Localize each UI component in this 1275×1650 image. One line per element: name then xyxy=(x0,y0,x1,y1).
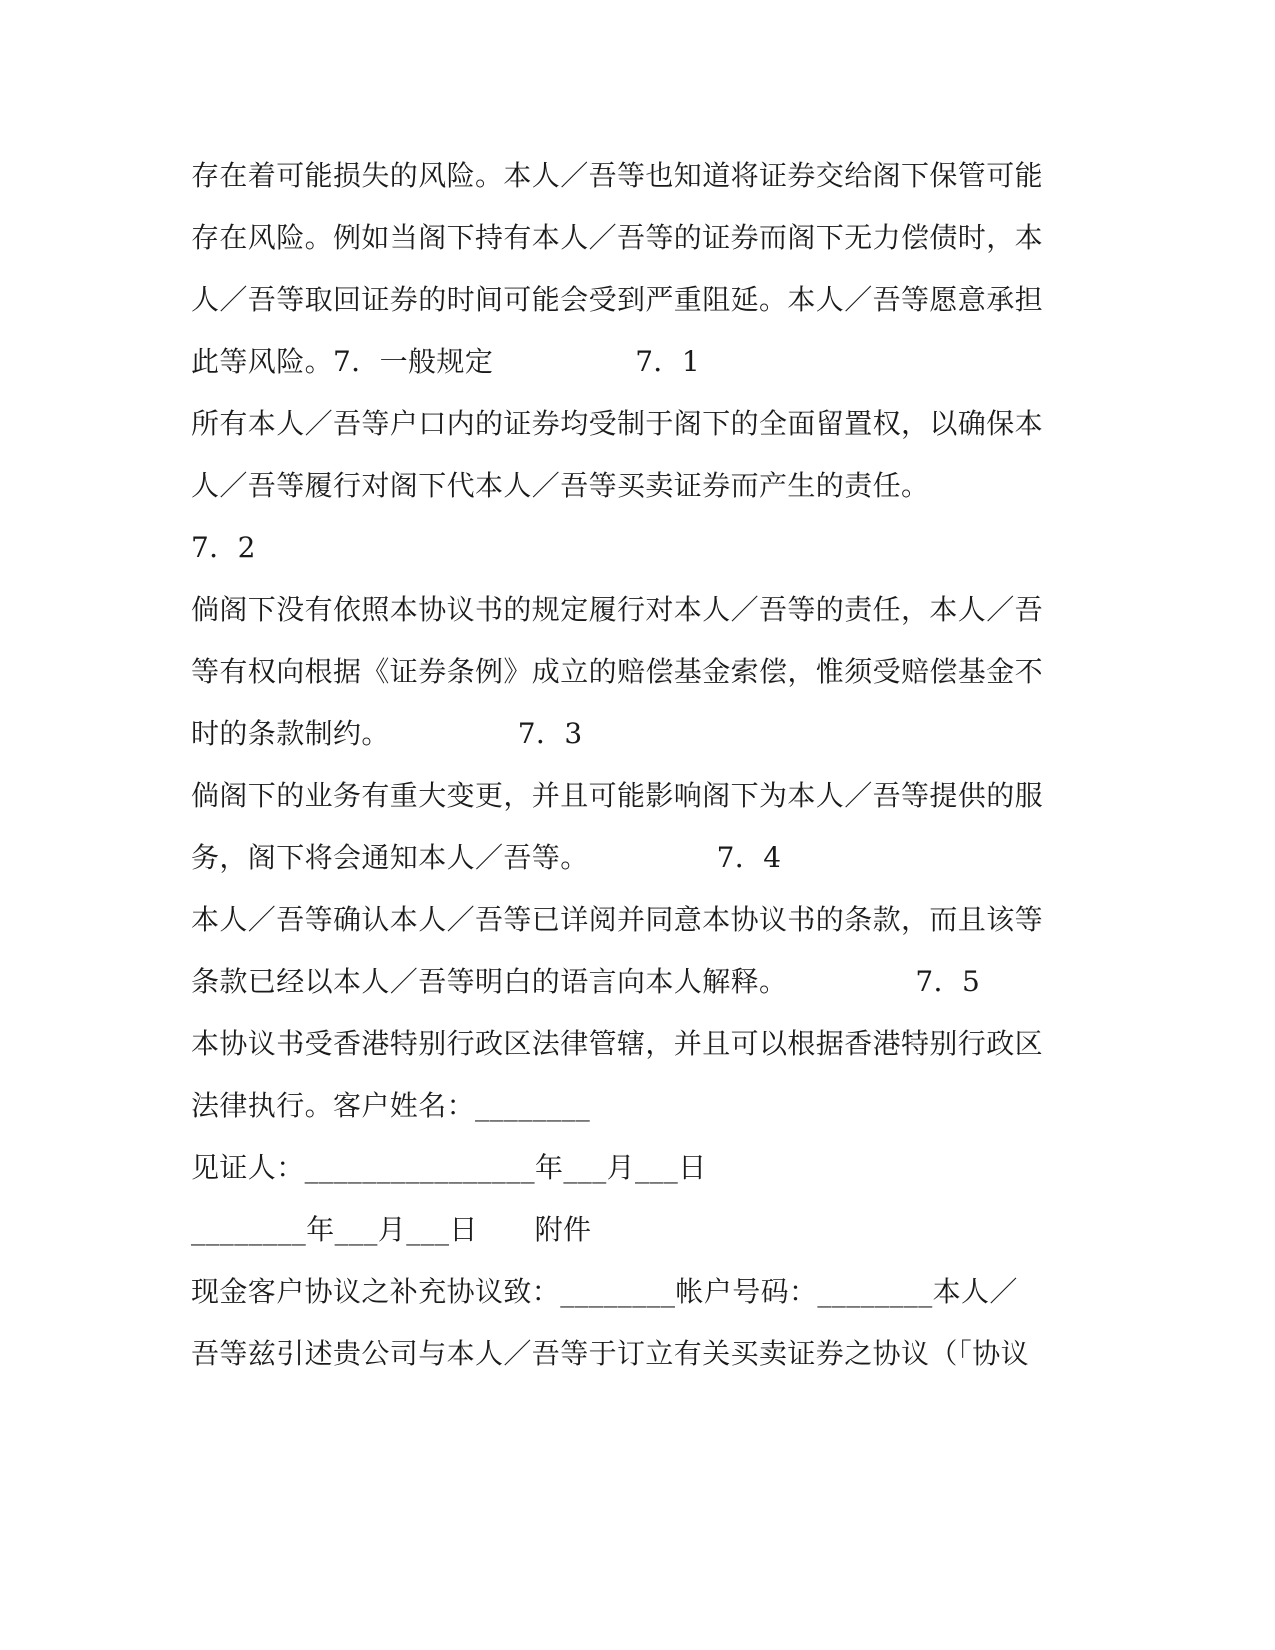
text-line: 人／吾等履行对阁下代本人／吾等买卖证券而产生的责任。 xyxy=(191,469,930,502)
text-line: 时的条款制约。 7．3 xyxy=(191,717,583,750)
text-line: 现金客户协议之补充协议致：________帐户号码：________本人／ xyxy=(191,1275,1018,1308)
text-line: 倘阁下的业务有重大变更，并且可能影响阁下为本人／吾等提供的服 xyxy=(191,779,1044,812)
customer-name-line: 法律执行。客户姓名：________ xyxy=(191,1089,591,1122)
text-line: 人／吾等取回证券的时间可能会受到严重阻延。本人／吾等愿意承担 xyxy=(191,283,1044,316)
text-line: 等有权向根据《证券条例》成立的赔偿基金索偿，惟须受赔偿基金不 xyxy=(191,655,1044,688)
text-line: 吾等兹引述贵公司与本人／吾等于订立有关买卖证券之协议（「协议 xyxy=(191,1337,1030,1370)
text-line: 务，阁下将会通知本人／吾等。 7．4 xyxy=(191,841,782,874)
text-line: 此等风险。7．一般规定 7．1 xyxy=(191,345,701,378)
text-line: 本协议书受香港特别行政区法律管辖，并且可以根据香港特别行政区 xyxy=(191,1027,1044,1060)
section-number: 7．2 xyxy=(191,531,256,564)
text-line: 存在着可能损失的风险。本人／吾等也知道将证券交给阁下保管可能 xyxy=(191,159,1044,192)
text-line: 倘阁下没有依照本协议书的规定履行对本人／吾等的责任，本人／吾 xyxy=(191,593,1044,626)
date-annex-line: ________年___月___日 附件 xyxy=(191,1213,592,1246)
text-line: 所有本人／吾等户口内的证券均受制于阁下的全面留置权，以确保本 xyxy=(191,407,1044,440)
text-line: 条款已经以本人／吾等明白的语言向本人解释。 7．5 xyxy=(191,965,981,998)
text-line: 本人／吾等确认本人／吾等已详阅并同意本协议书的条款，而且该等 xyxy=(191,903,1044,936)
witness-line: 见证人：________________年___月___日 xyxy=(191,1151,707,1184)
text-line: 存在风险。例如当阁下持有本人／吾等的证券而阁下无力偿债时，本 xyxy=(191,221,1044,254)
